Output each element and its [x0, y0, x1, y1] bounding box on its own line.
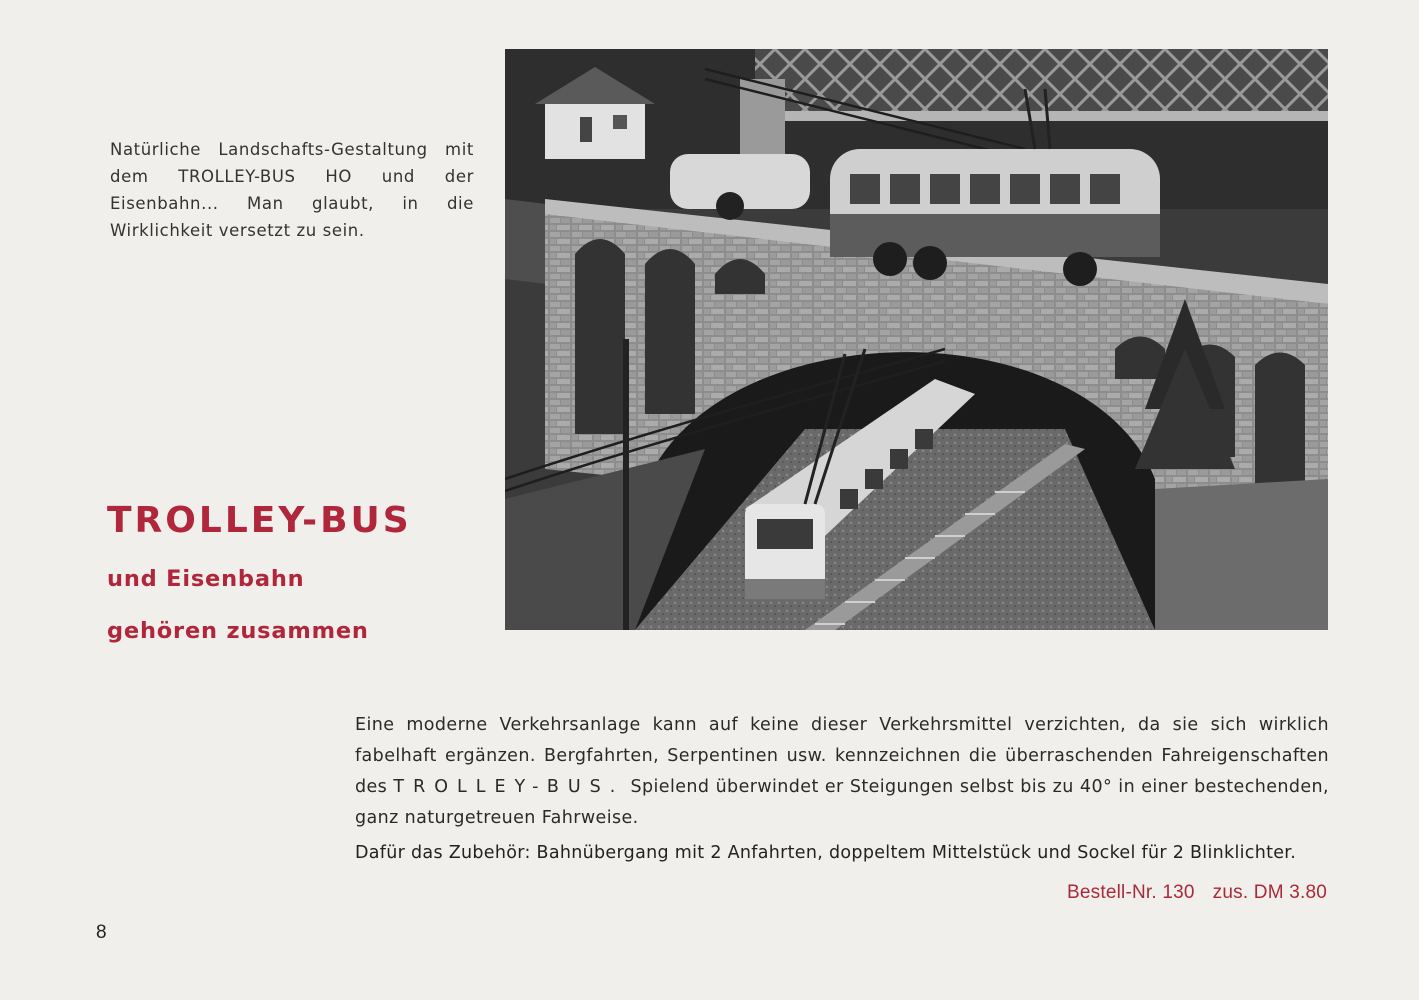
body-paragraph — [355, 710, 1329, 834]
body-text-part-1: Eine moderne Verkehrsanlage kann auf keine dieser Verkehrsmittel verzichten, da sie sich wirklich fabelhaft ergänzen. Bergfahrten, Serpentinen usw. kennzeichnen die überraschenden Fahreigenschaften des — [355, 715, 1329, 797]
page-heading: TROLLEY-BUS — [107, 500, 412, 541]
accessory-note: Dafür das Zubehör: Bahnübergang mit 2 Anfahrten, doppeltem Mittelstück und Sockel für 2 Blinklichter. — [355, 843, 1297, 863]
subheading-line-1: und Eisenbahn — [107, 566, 305, 592]
order-price: zus. DM 3.80 — [1212, 882, 1327, 903]
page-number: 8 — [96, 922, 107, 943]
subheading-line-2: gehören zusammen — [107, 618, 369, 644]
body-brand-name: TROLLEY-BUS. — [393, 777, 625, 797]
photo-trolleybus-bridge-icon — [505, 49, 1328, 630]
photo-caption: Natürliche Landschafts-Gestaltung mit dem TROLLEY-BUS HO und der Eisenbahn... Man glaubt, in die Wirklichkeit versetzt zu sein. — [110, 140, 474, 240]
trolleybus-photo — [505, 49, 1328, 630]
body-text-part-2: Spielend überwindet er Steigungen selbst bis zu 40° in einer bestechenden, ganz naturgetreuen Fahrweise. — [355, 777, 1329, 828]
order-info — [1067, 882, 1327, 904]
order-number: Bestell-Nr. 130 — [1067, 882, 1195, 903]
